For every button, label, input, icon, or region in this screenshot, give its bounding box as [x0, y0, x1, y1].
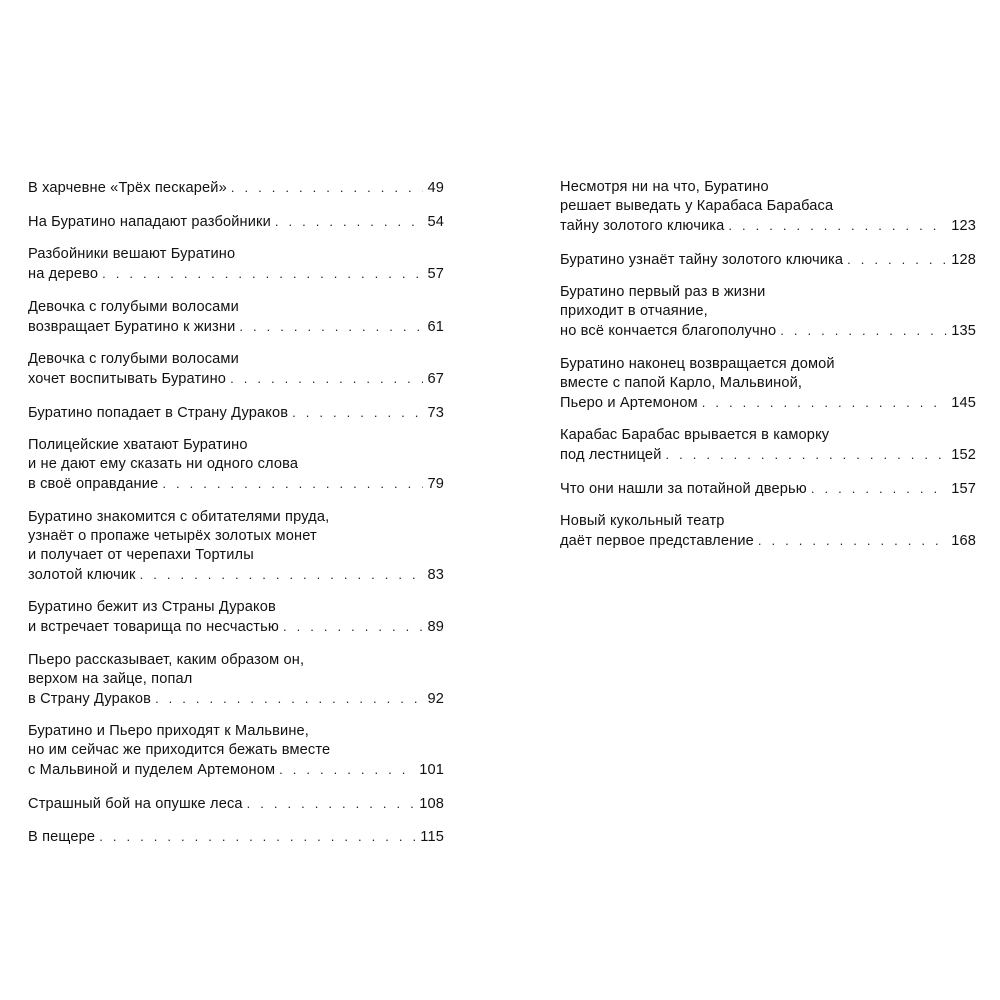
toc-entry[interactable] [560, 426, 976, 465]
toc-page-number: 79 [427, 476, 444, 492]
dot-leader [239, 317, 423, 336]
toc-entry[interactable] [28, 827, 444, 847]
dot-leader [247, 794, 416, 813]
toc-entry-title-line: Буратино наконец возвращается домой [560, 355, 835, 372]
dot-leader [847, 250, 947, 269]
toc-entry-title-line: и получает от черепахи Тортилы [28, 546, 254, 563]
dot-leader [283, 617, 423, 636]
toc-entry-title-line: верхом на зайце, попал [28, 670, 193, 687]
toc-page-number: 115 [420, 829, 444, 845]
toc-page-number: 101 [419, 762, 444, 778]
dot-leader [728, 216, 947, 235]
toc-page-number: 152 [951, 447, 976, 463]
dot-leader [780, 321, 947, 340]
toc-entry-title-line: Несмотря ни на что, Буратино [560, 179, 769, 195]
toc-entry-title-line: и встречает товарища по несчастью [28, 619, 279, 635]
toc-entry-title-line: Новый кукольный театр [560, 513, 725, 529]
toc-entry-title-line: В пещере [28, 829, 96, 845]
toc-entry-title-line: Буратино и Пьеро приходят к Мальвине, [28, 723, 310, 739]
dot-leader [758, 531, 947, 550]
toc-entry-title-line: хочет воспитывать Буратино [28, 371, 227, 387]
toc-page-number: 108 [419, 795, 444, 812]
toc-entry[interactable] [28, 212, 444, 232]
toc-page-number: 61 [427, 318, 444, 335]
dot-leader [155, 689, 423, 708]
toc-entry-title-line: вместе с папой Карло, Мальвиной, [560, 374, 803, 391]
toc-page-number: 128 [951, 251, 976, 268]
dot-leader [99, 827, 416, 846]
toc-page-number: 49 [427, 180, 444, 196]
dot-leader [275, 212, 424, 231]
toc-page-number: 157 [951, 480, 976, 497]
toc-entry-title-line: Девочка с голубыми волосами [28, 351, 239, 367]
toc-entry-title-line: Страшный бой на опушке леса [28, 795, 243, 812]
dot-leader [811, 479, 947, 498]
dot-leader [666, 445, 948, 464]
toc-entry-title-line: Пьеро и Артемоном [560, 394, 698, 411]
toc-entry-title-line: под лестницей [560, 447, 662, 463]
toc-entry[interactable] [28, 403, 444, 423]
toc-entry[interactable] [28, 794, 444, 814]
toc-entry[interactable] [560, 250, 976, 270]
toc-entry[interactable] [28, 245, 444, 284]
toc-entry-title-line: Буратино узнаёт тайну золотого ключика [560, 251, 844, 268]
toc-entry[interactable] [560, 283, 976, 341]
toc-entry-title-line: Девочка с голубыми волосами [28, 298, 239, 315]
toc-page-number: 145 [951, 394, 976, 411]
toc-entry-title-line: Полицейские хватают Буратино [28, 437, 248, 453]
toc-page-number: 57 [427, 266, 444, 282]
dot-leader [140, 565, 424, 584]
toc-entry-title-line: даёт первое представление [560, 533, 754, 549]
toc-entry[interactable] [560, 355, 976, 413]
toc-entry-title-line: Буратино знакомится с обитателями пруда, [28, 508, 330, 525]
toc-entry-title-line: В харчевне «Трёх пескарей» [28, 180, 227, 196]
dot-leader [292, 403, 423, 422]
toc-page-number: 168 [951, 533, 976, 549]
toc-entry[interactable] [28, 436, 444, 494]
dot-leader [231, 178, 424, 197]
toc-entry-title-line: На Буратино нападают разбойники [28, 213, 271, 230]
dot-leader [102, 264, 423, 283]
toc-entry-title-line: но всё кончается благополучно [560, 323, 777, 339]
toc-entry-title-line: и не дают ему сказать ни одного слова [28, 456, 299, 472]
toc-entry-title-line: в своё оправдание [28, 476, 159, 492]
toc-entry-title-line: тайну золотого ключика [560, 218, 725, 234]
toc-entry[interactable] [28, 508, 444, 585]
toc-entry-title-line: в Страну Дураков [28, 690, 152, 707]
toc-entry-title-line: золотой ключик [28, 566, 136, 583]
toc-page-number: 92 [427, 690, 444, 707]
toc-entry[interactable] [28, 722, 444, 780]
dot-leader [702, 393, 947, 412]
toc-entry-title-line: Что они нашли за потайной дверью [560, 480, 807, 497]
toc-entry[interactable] [28, 350, 444, 389]
toc-entry[interactable] [560, 178, 976, 236]
toc-entry-title-line: с Мальвиной и пуделем Артемоном [28, 762, 276, 778]
toc-entry[interactable] [28, 651, 444, 709]
dot-leader [162, 474, 423, 493]
toc-left-column [28, 178, 444, 861]
dot-leader [279, 760, 415, 779]
toc-entry-title-line: узнаёт о пропаже четырёх золотых монет [28, 527, 317, 544]
toc-page-number: 54 [427, 213, 444, 230]
toc-page-number: 67 [427, 371, 444, 387]
toc-entry-title-line: Разбойники вешают Буратино [28, 246, 236, 262]
toc-page-number: 123 [951, 218, 976, 234]
toc-entry[interactable] [28, 298, 444, 337]
toc-entry[interactable] [560, 479, 976, 499]
toc-entry-title-line: на дерево [28, 266, 99, 282]
toc-entry-title-line: но им сейчас же приходится бежать вместе [28, 742, 331, 758]
toc-entry-title-line: решает выведать у Карабаса Барабаса [560, 198, 834, 214]
toc-page-number: 135 [951, 323, 976, 339]
toc-entry-title-line: приходит в отчаяние, [560, 303, 708, 319]
toc-page-number: 73 [427, 404, 444, 421]
toc-entry-title-line: Буратино первый раз в жизни [560, 284, 766, 300]
toc-entry[interactable] [28, 598, 444, 637]
toc-entry-title-line: Буратино попадает в Страну Дураков [28, 404, 289, 421]
toc-entry[interactable] [560, 512, 976, 551]
toc-entry[interactable] [28, 178, 444, 198]
toc-entry-title-line: возвращает Буратино к жизни [28, 318, 236, 335]
toc-entry-title-line: Карабас Барабас врывается в каморку [560, 427, 830, 443]
toc-page-number: 83 [427, 566, 444, 583]
toc-page-number: 89 [427, 619, 444, 635]
toc-entry-title-line: Пьеро рассказывает, каким образом он, [28, 651, 305, 668]
toc-entry-title-line: Буратино бежит из Страны Дураков [28, 599, 276, 615]
dot-leader [230, 369, 423, 388]
toc-right-column [560, 178, 976, 565]
